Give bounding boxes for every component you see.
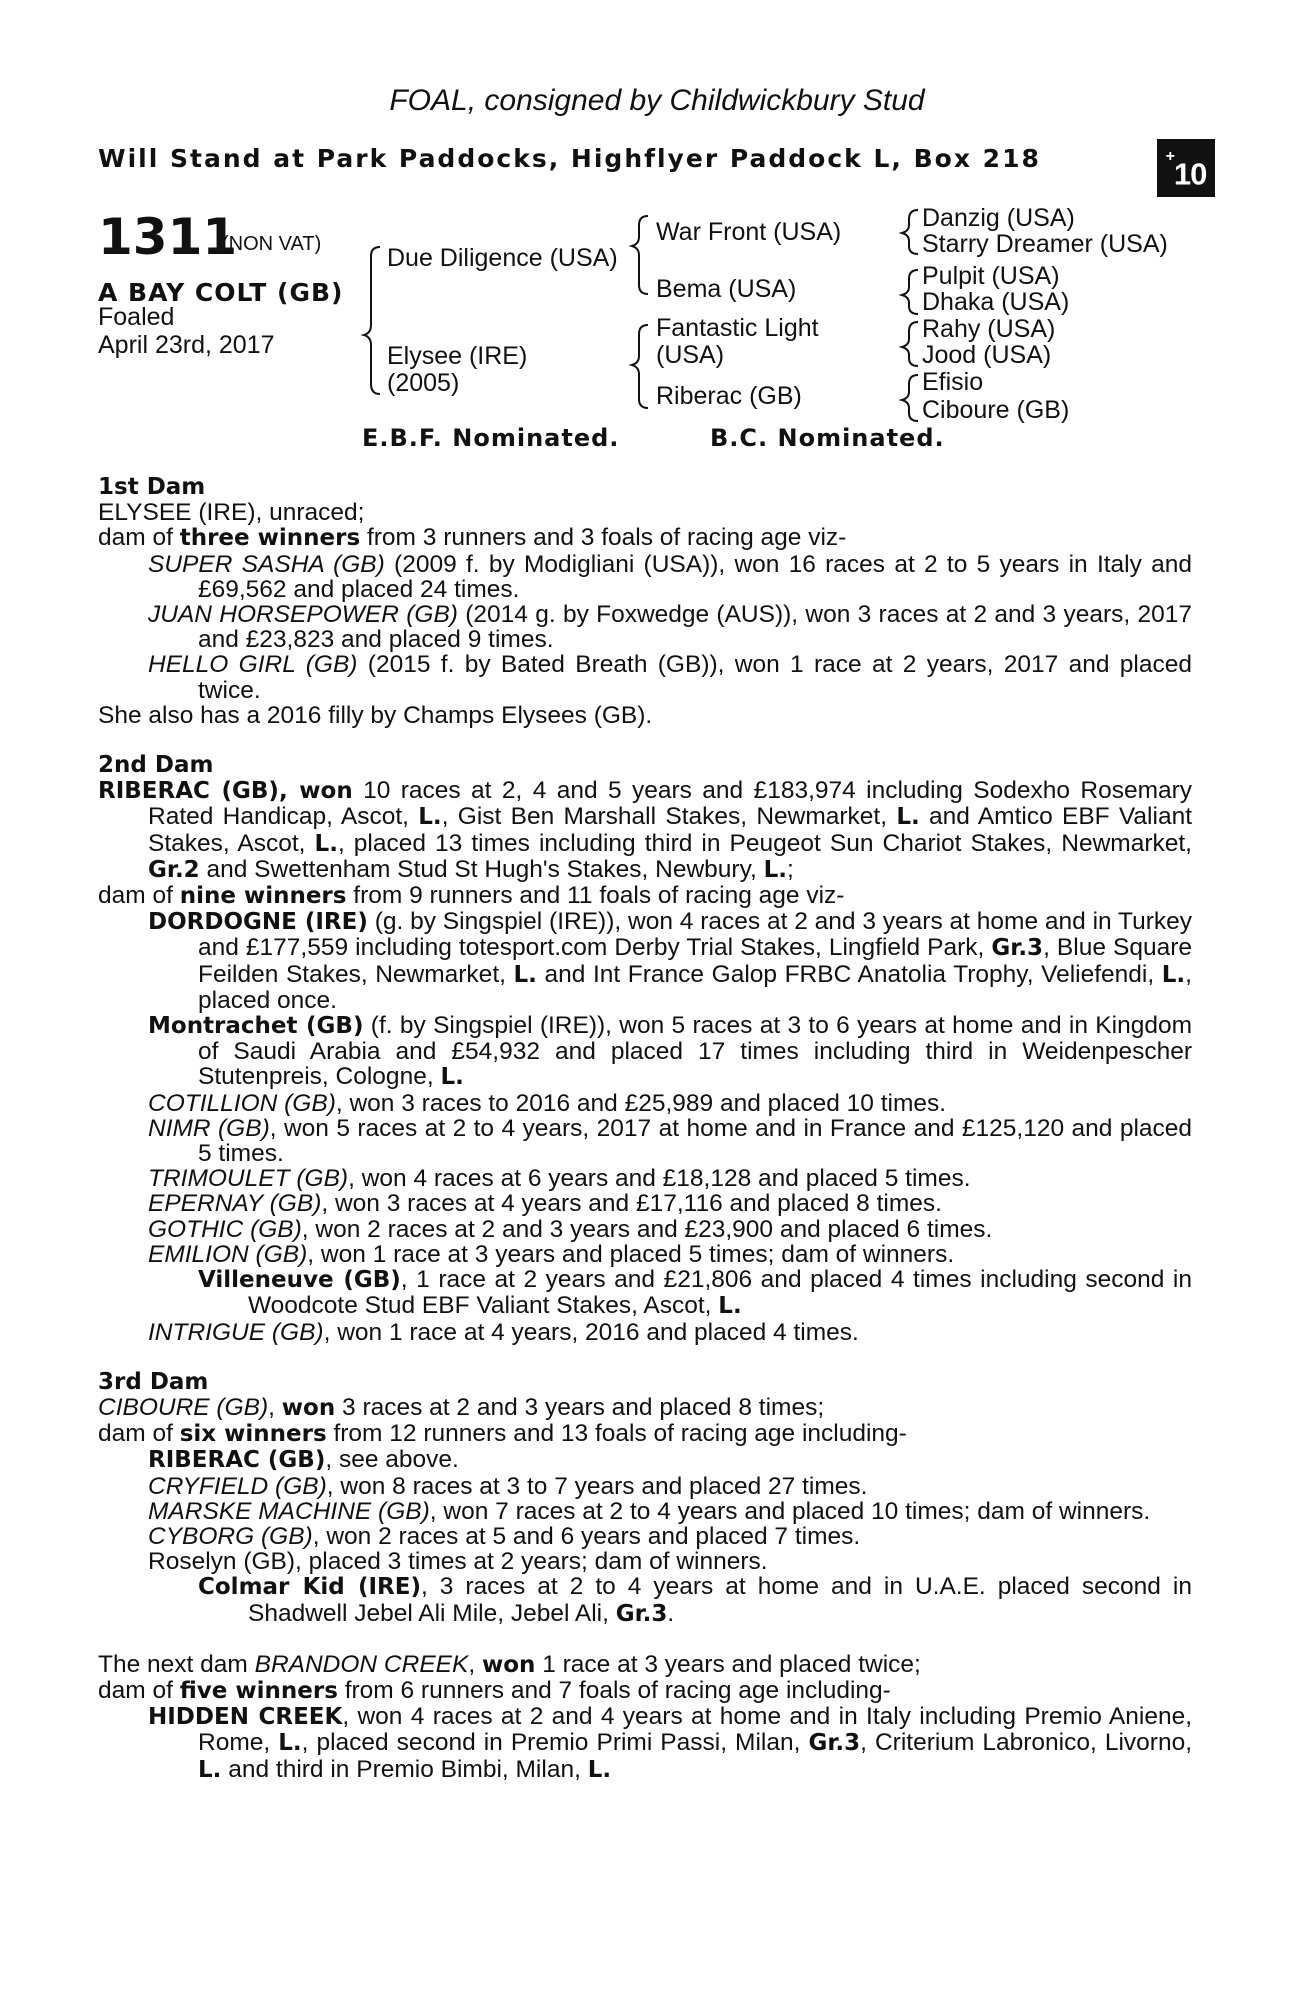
bc-nominated: B.C. Nominated. <box>710 424 945 452</box>
produce-record: Roselyn (GB), placed 3 times at 2 years; dam of winners. <box>148 1548 768 1576</box>
consignor-line: FOAL, consigned by Childwickbury Stud <box>389 84 925 117</box>
first-dam-summary: dam of three winners from 3 runners and 3 foals of racing age viz- <box>98 524 847 552</box>
pedigree-g3-4: Dhaka (USA) <box>922 288 1070 316</box>
pedigree-g3-6: Jood (USA) <box>922 341 1052 369</box>
produce-record: HIDDEN CREEK, won 4 races at 2 and 4 years at home and in Italy including Premio Aniene, Rome, L., placed second in Premio Primi Passi, Milan, Gr.3, Criterium Labronico, Livorno, L. and third in Premio Bimbi, Milan, L. <box>148 1703 1193 1783</box>
third-dam-record: CIBOURE (GB), won 3 races at 2 and 3 years and placed 8 times; <box>98 1393 825 1421</box>
pedigree-dam-dam: Riberac (GB) <box>656 382 802 410</box>
pedigree-g3-7: Efisio <box>922 368 984 396</box>
produce-record: COTILLION (GB), won 3 races to 2016 and £25,989 and placed 10 times. <box>148 1089 947 1117</box>
foaled-label: Foaled <box>98 303 175 331</box>
first-dam-line: ELYSEE (IRE), unraced; <box>98 499 365 527</box>
produce-record: NIMR (GB), won 5 races at 2 to 4 years, 2017 at home and in France and £125,120 and placed 5 times. <box>148 1114 1193 1168</box>
produce-record: EPERNAY (GB), won 3 races at 4 years and £17,116 and placed 8 times. <box>148 1190 942 1218</box>
produce-record: MARSKE MACHINE (GB), won 7 races at 2 to 4 years and placed 10 times; dam of winners. <box>148 1497 1151 1525</box>
badge-number: 10 <box>1173 156 1207 192</box>
catalogue-body <box>98 475 1192 1783</box>
foaled-date: April 23rd, 2017 <box>98 331 275 359</box>
ebf-nominated: E.B.F. Nominated. <box>362 424 620 452</box>
second-dam-heading: 2nd Dam <box>98 752 214 779</box>
stand-location: Will Stand at Park Paddocks, Highflyer Paddock L, Box 218 <box>98 144 1041 173</box>
lot-number: 1311 <box>98 208 238 266</box>
pedigree-dam-year: (2005) <box>387 369 460 397</box>
produce-record: SUPER SASHA (GB) (2009 f. by Modigliani (USA)), won 16 races at 2 to 5 years in Italy and £69,562 and placed 24 times. <box>148 550 1193 603</box>
pedigree-dam: Elysee (IRE) <box>387 342 528 370</box>
pedigree-sire-sire: War Front (USA) <box>656 218 842 246</box>
first-dam-note: She also has a 2016 filly by Champs Elysees (GB). <box>98 701 653 729</box>
vat-status: (NON VAT) <box>222 233 322 255</box>
next-dam-summary: dam of five winners from 6 runners and 7 foals of racing age including- <box>98 1676 891 1704</box>
third-dam-heading: 3rd Dam <box>98 1368 209 1395</box>
badge-plus: + <box>1165 148 1174 165</box>
produce-record: DORDOGNE (IRE) (g. by Singspiel (IRE)), won 4 races at 2 and 3 years at home and in Turkey and £177,559 including totesport.com Derby Trial Stakes, Lingfield Park, Gr.3, Blue Square Feilden Stakes, Newmarket, L. and Int France Galop FRBC Anatolia Trophy, Veliefendi, L., placed once. <box>148 908 1192 1014</box>
pedigree-g3-3: Pulpit (USA) <box>922 262 1060 290</box>
produce-record: CYBORG (GB), won 2 races at 5 and 6 years and placed 7 times. <box>148 1522 861 1550</box>
pedigree-sire: Due Diligence (USA) <box>387 244 618 272</box>
produce-record: JUAN HORSEPOWER (GB) (2014 g. by Foxwedge (AUS)), won 3 races at 2 and 3 years, 2017 and £23,823 and placed 9 times. <box>148 601 1192 654</box>
lot-title: A BAY COLT (GB) <box>98 278 344 307</box>
produce-record: HELLO GIRL (GB) (2015 f. by Bated Breath (GB)), won 1 race at 2 years, 2017 and placed twice. <box>148 651 1192 704</box>
pedigree-dam-sire: Fantastic Light <box>656 314 819 342</box>
produce-record: RIBERAC (GB), see above. <box>148 1446 459 1474</box>
pedigree-sire-dam: Bema (USA) <box>656 275 797 303</box>
produce-record: CRYFIELD (GB), won 8 races at 3 to 7 years and placed 27 times. <box>148 1472 868 1500</box>
pedigree-dam-sire-country: (USA) <box>656 341 725 369</box>
first-dam-heading: 1st Dam <box>98 474 206 500</box>
produce-record: EMILION (GB), won 1 race at 3 years and placed 5 times; dam of winners. <box>148 1240 955 1268</box>
produce-record: GOTHIC (GB), won 2 races at 2 and 3 years and £23,900 and placed 6 times. <box>148 1215 993 1243</box>
second-dam-summary: dam of nine winners from 9 runners and 11 foals of racing age viz- <box>98 882 845 910</box>
produce-record: Villeneuve (GB), 1 race at 2 years and £21,806 and placed 4 times including second in Woodcote Stud EBF Valiant Stakes, Ascot, L. <box>198 1266 1193 1320</box>
produce-record: Montrachet (GB) (f. by Singspiel (IRE)), won 5 races at 3 to 6 years at home and in Kingdom of Saudi Arabia and £54,932 and placed 17 times including third in Weidenpescher Stutenpreis, Cologne, L. <box>148 1012 1193 1091</box>
produce-record: Colmar Kid (IRE), 3 races at 2 to 4 years at home and in U.A.E. placed second in Shadwell Jebel Ali Mile, Jebel Ali, Gr.3. <box>198 1573 1192 1627</box>
pedigree-g3-5: Rahy (USA) <box>922 315 1056 343</box>
pedigree-g3-8: Ciboure (GB) <box>922 396 1070 424</box>
pedigree-g3-2: Starry Dreamer (USA) <box>922 230 1168 258</box>
produce-record: TRIMOULET (GB), won 4 races at 6 years and £18,128 and placed 5 times. <box>148 1165 971 1193</box>
next-dam-record: The next dam BRANDON CREEK, won 1 race at 3 years and placed twice; <box>98 1650 921 1678</box>
produce-record: INTRIGUE (GB), won 1 race at 4 years, 2016 and placed 4 times. <box>148 1318 859 1346</box>
pedigree-g3-1: Danzig (USA) <box>922 204 1075 232</box>
second-dam-record: RIBERAC (GB), won 10 races at 2, 4 and 5 years and £183,974 including Sodexho Rosemary Rated Handicap, Ascot, L., Gist Ben Marshall Stakes, Newmarket, L. and Amtico EBF Valiant Stakes, Ascot, L., placed 13 times including third in Peugeot Sun Chariot Stakes, Newmarket, Gr.2 and Swettenham Stud St Hugh's Stakes, Newbury, L.; <box>98 777 1193 883</box>
third-dam-summary: dam of six winners from 12 runners and 13 foals of racing age including- <box>98 1420 907 1448</box>
